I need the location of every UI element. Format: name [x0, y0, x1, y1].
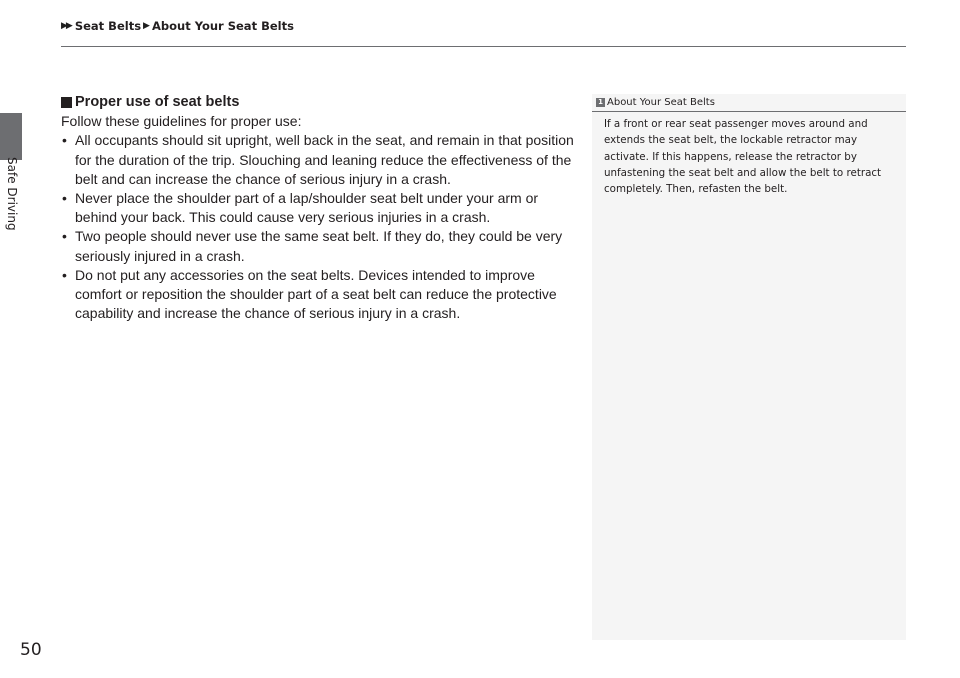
- list-item-text: Two people should never use the same seat belt. If they do, they could be very seriously injured in a crash.: [75, 228, 563, 264]
- side-note-title-text: About Your Seat Belts: [607, 97, 715, 108]
- section-tab: [0, 113, 22, 160]
- header-rule: [61, 46, 906, 47]
- square-bullet-icon: [61, 97, 72, 108]
- breadcrumb: [61, 19, 294, 33]
- bullet-icon: •: [62, 228, 67, 245]
- section-label-wrap: [3, 157, 19, 237]
- double-arrow-icon: ▶▶: [61, 21, 71, 31]
- bullet-icon: •: [62, 132, 67, 149]
- breadcrumb-item-seat-belts[interactable]: Seat Belts: [74, 19, 142, 33]
- list-item-text: Never place the shoulder part of a lap/shoulder seat belt under your arm or behind your back. This could cause very serious injuries in a crash.: [75, 190, 539, 226]
- main-content: [61, 93, 576, 323]
- note-number-icon: 1: [596, 98, 605, 107]
- list-item: [61, 189, 576, 227]
- side-note-panel: [592, 94, 906, 640]
- arrow-icon: ▶: [143, 21, 150, 31]
- bullet-icon: •: [62, 266, 67, 283]
- bullet-icon: •: [62, 190, 67, 207]
- page-number: 50: [20, 640, 42, 660]
- side-note-rule: [592, 111, 906, 112]
- list-item: [61, 131, 576, 189]
- list-item-text: All occupants should sit upright, well back in the seat, and remain in that position for the duration of the trip. Slouching and leaning reduce the effectiveness of the belt and can increase the chance of serious injury in a crash.: [75, 132, 574, 187]
- section-heading: [61, 93, 576, 112]
- breadcrumb-item-about-seat-belts[interactable]: About Your Seat Belts: [151, 19, 294, 33]
- side-note-text: If a front or rear seat passenger moves around and extends the seat belt, the lockable retractor may activate. If this happens, release the retractor by unfastening the seat belt and allow the belt to retract completely. Then, refasten the belt.: [604, 118, 882, 196]
- section-heading-text: Proper use of seat belts: [75, 94, 240, 110]
- list-item-text: Do not put any accessories on the seat belts. Devices intended to improve comfort or reposition the shoulder part of a seat belt can reduce the protective capability and increase the chance of serious injury in a crash.: [75, 266, 557, 322]
- section-label: Safe Driving: [5, 157, 19, 231]
- list-item: [61, 266, 576, 324]
- side-note-title[interactable]: [596, 97, 715, 108]
- list-item: [61, 227, 576, 265]
- intro-text: Follow these guidelines for proper use:: [61, 113, 302, 130]
- guidelines-list: [61, 131, 576, 323]
